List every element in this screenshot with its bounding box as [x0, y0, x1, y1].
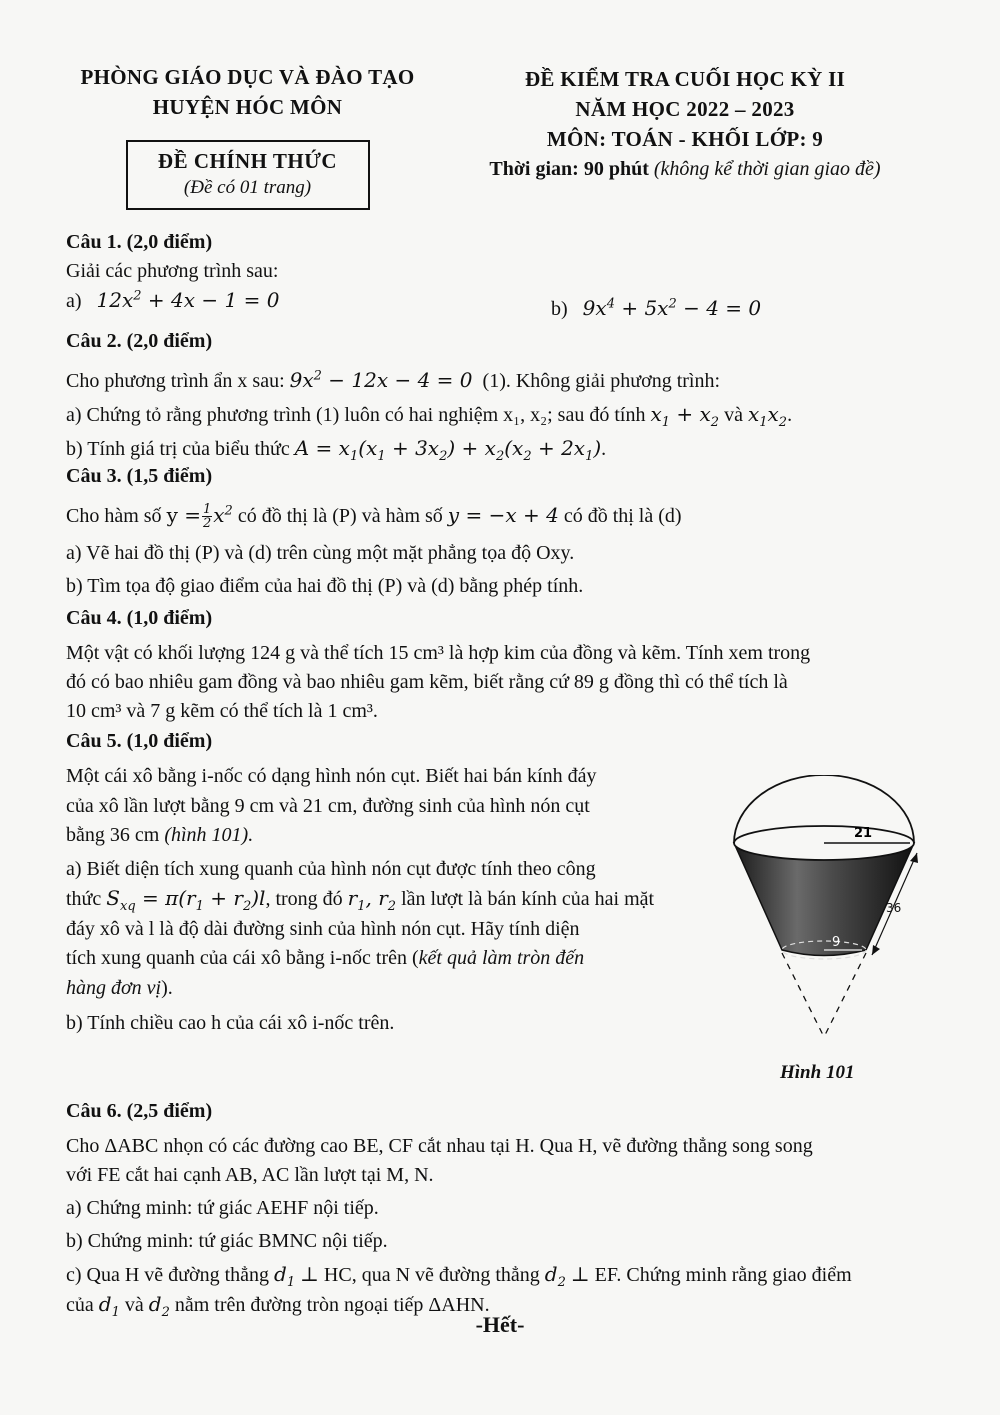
- question-1b: [551, 294, 761, 324]
- label-9: 9: [832, 935, 841, 950]
- question-5a-line2: thức $S_{xq} = \pi(r_1 + r_2)l$, trong đó $r_1$, $r_2$ lần lượt là bán kính của hai mặt: [66, 886, 655, 914]
- function-d: y = −x + 4: [447, 503, 559, 527]
- question-4: [66, 604, 936, 726]
- question-1-title: Câu 1. (2,0 điểm): [66, 231, 213, 253]
- label-36: 36: [886, 901, 902, 915]
- question-1-intro: Giải các phương trình sau:: [66, 260, 279, 282]
- question-6a: a) Chứng minh: tứ giác AEHF nội tiếp.: [66, 1197, 379, 1219]
- department-name: PHÒNG GIÁO DỤC VÀ ĐÀO TẠO: [80, 65, 415, 89]
- question-3-intro: Cho hàm số y = $\frac{1}{2}$ $x^2$ có đồ thị là (P) và hàm số y = −x + 4 có đồ thị là (d): [66, 502, 682, 531]
- equation-2: $9x^2 - 12x - 4 = 0$: [289, 368, 473, 392]
- label-21: 21: [854, 826, 873, 841]
- question-5-line2: của xô lần lượt bằng 9 cm và 21 cm, đường sinh của hình nón cụt: [66, 794, 590, 817]
- question-1a: [66, 286, 279, 316]
- equation-1b: $9x^4 + 5x^2 - 4 = 0$: [582, 296, 762, 320]
- question-5a-line4: tích xung quanh của cái xô bằng i-nốc trên (kết quả làm tròn đến: [66, 947, 585, 969]
- time-note: (không kể thời gian giao đề): [653, 158, 881, 180]
- question-6-title: Câu 6. (2,5 điểm): [66, 1100, 213, 1122]
- question-4-line1: Một vật có khối lượng 124 g và thể tích 15 cm³ là hợp kim của đồng và kẽm. Tính xem trong: [66, 642, 811, 664]
- part-label: a): [66, 290, 82, 312]
- question-6b: b) Chứng minh: tứ giác BMNC nội tiếp.: [66, 1230, 388, 1252]
- slant-arrow-head-top: [910, 853, 918, 863]
- district-name: HUYỆN HÓC MÔN: [152, 95, 343, 119]
- apex-line-left: [782, 953, 824, 1037]
- question-3: [66, 462, 936, 601]
- question-5-body: [66, 762, 681, 1039]
- question-5a-line1: a) Biết diện tích xung quanh của hình nón cụt được tính theo công: [66, 857, 596, 880]
- header-left: [60, 62, 435, 210]
- question-6c-line1: c) Qua H vẽ đường thẳng $d_1$ ⊥ HC, qua N vẽ đường thẳng $d_2$ ⊥ EF. Chứng minh rằng giao điểm: [66, 1262, 852, 1290]
- school-year: NĂM HỌC 2022 – 2023: [575, 97, 795, 121]
- question-4-line2: đó có bao nhiêu gam đồng và bao nhiêu gam kẽm, biết rằng cứ 89 g đồng thì có thể tích là: [66, 671, 788, 693]
- lateral-area-formula: $S_{xq} = \pi(r_1 + r_2)l$: [106, 886, 266, 914]
- question-5a-line3: đáy xô và l là độ dài đường sinh của hình nón cụt. Hãy tính diện: [66, 917, 580, 940]
- time-line: [455, 154, 915, 184]
- question-5a-line5: hàng đơn vị).: [66, 976, 173, 999]
- question-6-line1: Cho ΔABC nhọn có các đường cao BE, CF cắt nhau tại H. Qua H, vẽ đường thẳng song song: [66, 1135, 813, 1157]
- time-label: Thời gian: 90 phút: [489, 158, 649, 180]
- official-stamp-box: [126, 140, 370, 210]
- question-4-title: Câu 4. (1,0 điểm): [66, 607, 213, 629]
- question-2-title: Câu 2. (2,0 điểm): [66, 330, 213, 352]
- question-3a: a) Vẽ hai đồ thị (P) và (d) trên cùng một mặt phẳng tọa độ Oxy.: [66, 542, 575, 564]
- official-note: (Đề có 01 trang): [183, 177, 312, 198]
- expression-A: $A = x_1(x_1 + 3x_2) + x_2(x_2 + 2x_1)$: [294, 436, 602, 464]
- question-6: [66, 1097, 936, 1320]
- question-5-title-row: [66, 727, 936, 756]
- question-1-parts: [66, 286, 936, 320]
- apex-line-right: [824, 953, 866, 1037]
- subject-grade: MÔN: TOÁN - KHỐI LỚP: 9: [546, 127, 824, 151]
- question-6c-line2: của $d_1$ và $d_2$ nằm trên đường tròn ngoại tiếp ΔAHN.: [66, 1292, 490, 1320]
- equation-1a: $12x^2 + 4x - 1 = 0$: [96, 288, 280, 312]
- exam-title: ĐỀ KIỂM TRA CUỐI HỌC KỲ II: [524, 67, 846, 91]
- question-1: [66, 228, 936, 320]
- end-marker: -Hết-: [475, 1312, 525, 1337]
- function-P: y = $\frac{1}{2}$ $x^2$: [166, 502, 233, 531]
- part-label: b): [551, 298, 568, 320]
- question-2-intro: Cho phương trình ẩn x sau: $9x^2 - 12x - 4 = 0$ (1). Không giải phương trình:: [66, 368, 721, 392]
- question-5b: b) Tính chiều cao h của cái xô i-nốc trên.: [66, 1012, 395, 1034]
- question-4-line3: 10 cm³ và 7 g kẽm có thể tích là 1 cm³.: [66, 700, 378, 722]
- header-right: [455, 64, 915, 184]
- question-3b: b) Tìm tọa độ giao điểm của hai đồ thị (P) và (d) bằng phép tính.: [66, 575, 584, 597]
- question-2a: a) Chứng tỏ rằng phương trình (1) luôn có hai nghiệm x₁, x₂; sau đó tính $x_1 + x_2$ và $x_1x_2$.: [66, 402, 793, 430]
- figure-caption: Hình 101: [780, 1062, 855, 1083]
- question-6-line2: với FE cắt hai cạnh AB, AC lần lượt tại M, N.: [66, 1164, 434, 1186]
- question-5-line3: bằng 36 cm (hình 101).: [66, 824, 254, 846]
- bucket-figure: [724, 775, 924, 1065]
- official-title: ĐỀ CHÍNH THỨC: [157, 149, 338, 173]
- question-3-title: Câu 3. (1,5 điểm): [66, 465, 213, 487]
- question-2: [66, 327, 936, 464]
- question-5-line1: Một cái xô bằng i-nốc có dạng hình nón cụt. Biết hai bán kính đáy: [66, 765, 597, 787]
- question-2b: b) Tính giá trị của biểu thức $A = x_1(x_1 + 3x_2) + x_2(x_2 + 2x_1)$.: [66, 436, 607, 464]
- question-5-title: Câu 5. (1,0 điểm): [66, 730, 213, 752]
